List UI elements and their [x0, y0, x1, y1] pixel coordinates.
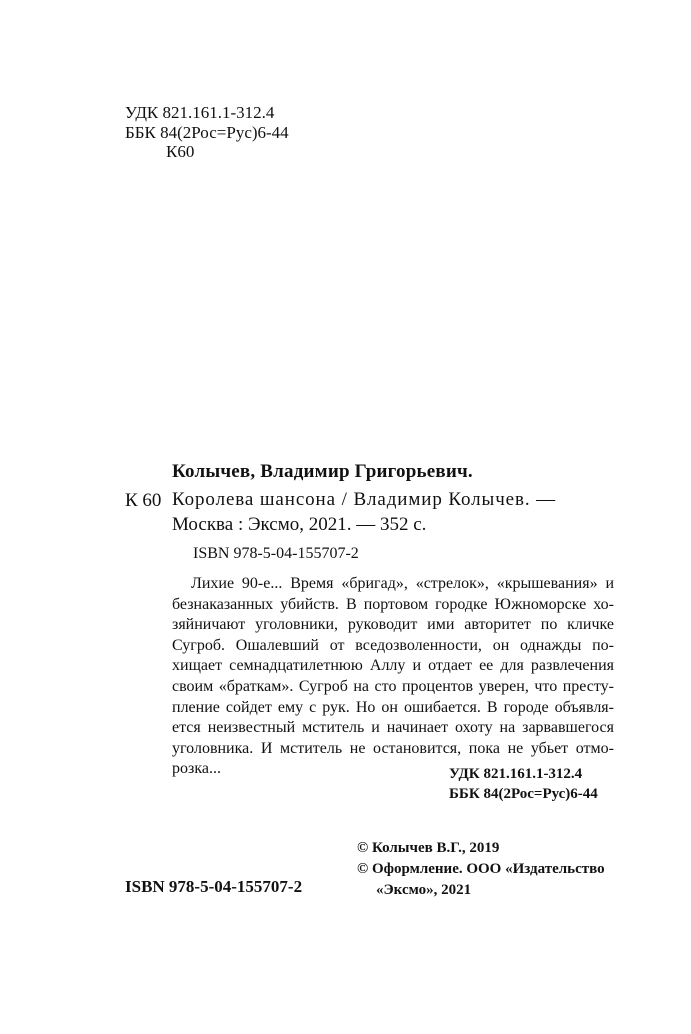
header-author-mark: К60	[166, 142, 195, 161]
classification-block	[449, 765, 598, 804]
annotation-line: Лихие 90-е... Время «бригад», «стрелок», «крышевания» и	[191, 575, 614, 592]
catalog-code: К 60	[125, 490, 162, 511]
copyright-design: © Оформление. ООО «Издательство	[357, 861, 605, 877]
catalog-isbn: ISBN 978-5-04-155707-2	[193, 545, 359, 562]
annotation-line: уголовника. И мститель не остановится, пока не убьет отмо-	[172, 739, 614, 757]
copyright-author: © Колычев В.Г., 2019	[357, 840, 500, 856]
isbn-bottom: ISBN 978-5-04-155707-2	[125, 877, 303, 896]
annotation-line: ется неизвестный мститель и начинает охоту на зарвавшегося	[172, 719, 614, 737]
copyright-publisher: «Эксмо», 2021	[376, 882, 472, 898]
annotation-line: пление сойдет ему с рук. Но он ошибается. В городе объявля-	[172, 698, 614, 716]
annotation-line: хищает семнадцатилетнюю Аллу и отдает ее для развлечения	[172, 657, 614, 675]
classification-udk: УДК 821.161.1-312.4	[449, 766, 583, 782]
header-classification-codes	[125, 103, 289, 162]
classification-bbk: ББК 84(2Рос=Рус)6-44	[449, 785, 598, 802]
catalog-imprint-line: Москва : Эксмо, 2021. — 352 с.	[172, 514, 427, 535]
catalog-author: Колычев, Владимир Григорьевич.	[172, 461, 473, 482]
header-udk: УДК 821.161.1-312.4	[125, 103, 275, 122]
catalog-title-line: Королева шансона / Владимир Колычев. —	[172, 489, 557, 510]
copyright-block	[357, 838, 605, 901]
annotation-line: зяйничают уголовники, руководит ими авторитет по кличке	[172, 616, 614, 634]
annotation-line: Сугроб. Ошалевший от вседозволенности, он однажды по-	[172, 636, 614, 654]
header-bbk: ББК 84(2Рос=Рус)6-44	[125, 122, 289, 142]
annotation-line: розка...	[172, 760, 221, 778]
annotation-line: безнаказанных убийств. В портовом городке Южноморске хо-	[172, 595, 614, 613]
annotation-line: своим «браткам». Сугроб на сто процентов уверен, что престу-	[172, 677, 614, 695]
book-annotation	[172, 574, 614, 780]
